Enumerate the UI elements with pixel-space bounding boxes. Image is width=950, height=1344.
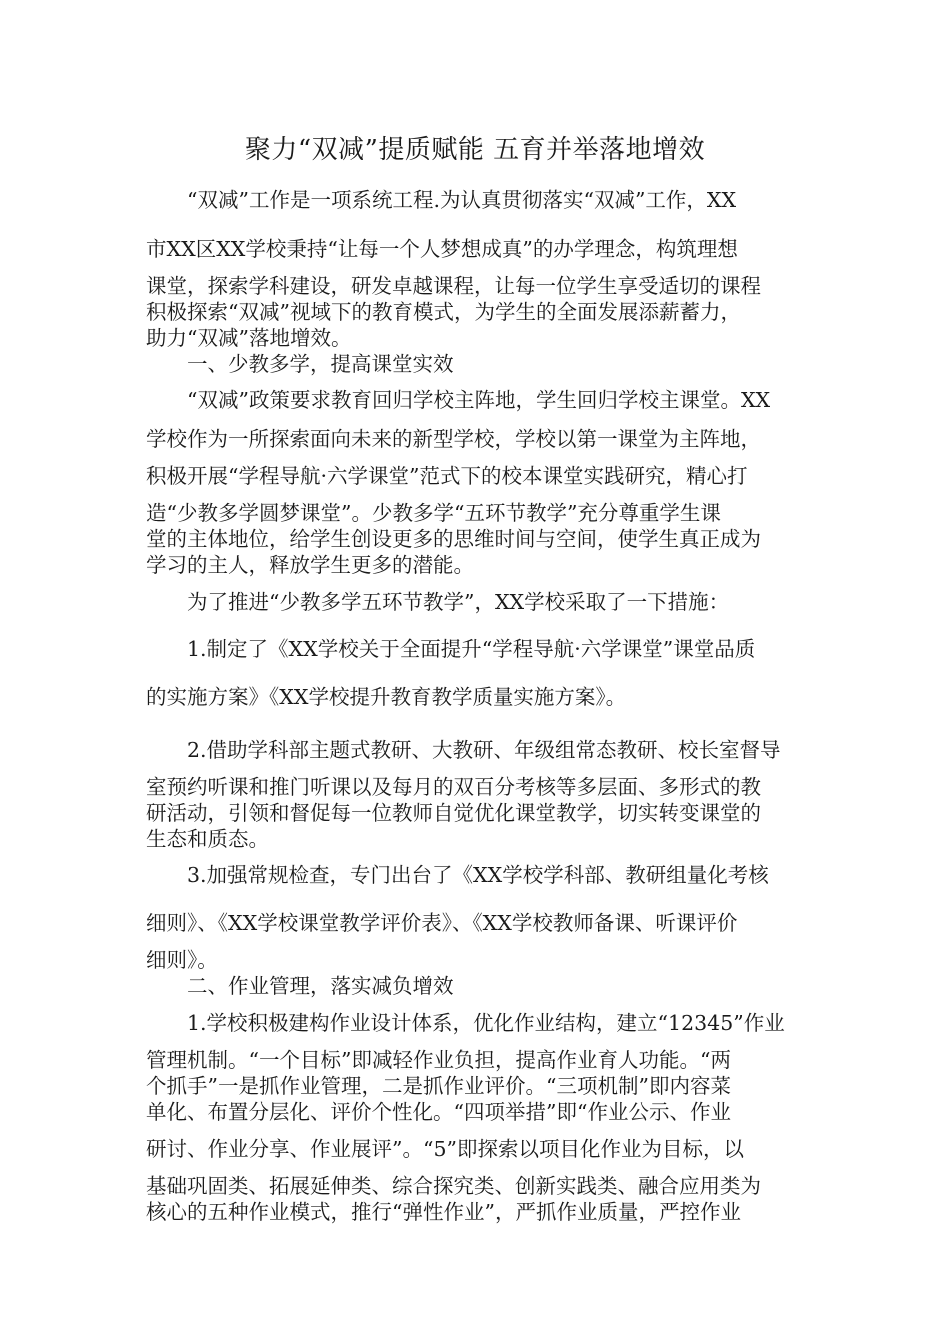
list-item-line: 研讨、作业分享、作业展评”。“5”即探索以项目化作业为目标，以 <box>146 1137 744 1161</box>
document-title: 聚力“双减”提质赋能 五育并举落地增效 <box>244 135 706 165</box>
paragraph-line: 学习的主人，释放学生更多的潜能。 <box>146 553 474 577</box>
paragraph-line: 积极探索“双减”视域下的教育模式，为学生的全面发展添薪蓄力， <box>146 300 741 324</box>
list-item-line: 的实施方案》《XX学校提升教育教学质量实施方案》。 <box>146 685 627 709</box>
list-item-line: 室预约听课和推门听课以及每月的双百分考核等多层面、多形式的教 <box>146 775 761 799</box>
list-item-line: 基础巩固类、拓展延伸类、综合探究类、创新实践类、融合应用类为 <box>146 1174 761 1198</box>
list-item-line: 单化、布置分层化、评价个性化。“四项举措”即“作业公示、作业 <box>146 1100 731 1124</box>
list-item-line: 3.加强常规检查，专门出台了《XX学校学科部、教研组量化考核 <box>187 863 769 887</box>
paragraph-line: 课堂，探索学科建设，研发卓越课程，让每一位学生享受适切的课程 <box>146 274 761 298</box>
paragraph-line: “双减”政策要求教育回归学校主阵地，学生回归学校主课堂。XX <box>187 388 771 412</box>
list-item-line: 细则》。 <box>146 948 218 972</box>
list-item-line: 2.借助学科部主题式教研、大教研、年级组常态教研、校长室督导 <box>187 738 781 762</box>
paragraph-line: 学校作为一所探索面向未来的新型学校，学校以第一课堂为主阵地， <box>146 427 761 451</box>
section-heading: 二、作业管理，落实减负增效 <box>187 974 454 998</box>
paragraph-line: 助力“双减”落地增效。 <box>146 326 352 350</box>
paragraph-line: 堂的主体地位，给学生创设更多的思维时间与空间，使学生真正成为 <box>146 527 761 551</box>
paragraph-line: 造“少教多学圆梦课堂”。少教多学“五环节教学”充分尊重学生课 <box>146 501 721 525</box>
paragraph-line: “双减”工作是一项系统工程.为认真贯彻落实“双减”工作，XX <box>187 188 737 212</box>
list-item-line: 研活动，引领和督促每一位教师自觉优化课堂教学，切实转变课堂的 <box>146 801 761 825</box>
list-item-line: 1.学校积极建构作业设计体系，优化作业结构，建立“12345”作业 <box>187 1011 785 1035</box>
list-item-line: 1.制定了《XX学校关于全面提升“学程导航·六学课堂”课堂品质 <box>187 637 756 661</box>
paragraph-line: 积极开展“学程导航·六学课堂”范式下的校本课堂实践研究，精心打 <box>146 464 748 488</box>
paragraph-line: 为了推进“少教多学五环节教学”，XX学校采取了一下措施： <box>187 590 730 614</box>
paragraph-line: 市XX区XX学校秉持“让每一个人梦想成真”的办学理念，构筑理想 <box>146 237 738 261</box>
list-item-line: 细则》、《XX学校课堂教学评价表》、《XX学校教师备课、听课评价 <box>146 911 738 935</box>
list-item-line: 管理机制。“一个目标”即减轻作业负担，提高作业育人功能。“两 <box>146 1048 731 1072</box>
list-item-line: 核心的五种作业模式，推行“弹性作业”，严抓作业质量，严控作业 <box>146 1200 741 1224</box>
list-item-line: 个抓手”一是抓作业管理，二是抓作业评价。“三项机制”即内容菜 <box>146 1074 731 1098</box>
section-heading: 一、少教多学，提高课堂实效 <box>187 352 454 376</box>
list-item-line: 生态和质态。 <box>146 827 269 851</box>
